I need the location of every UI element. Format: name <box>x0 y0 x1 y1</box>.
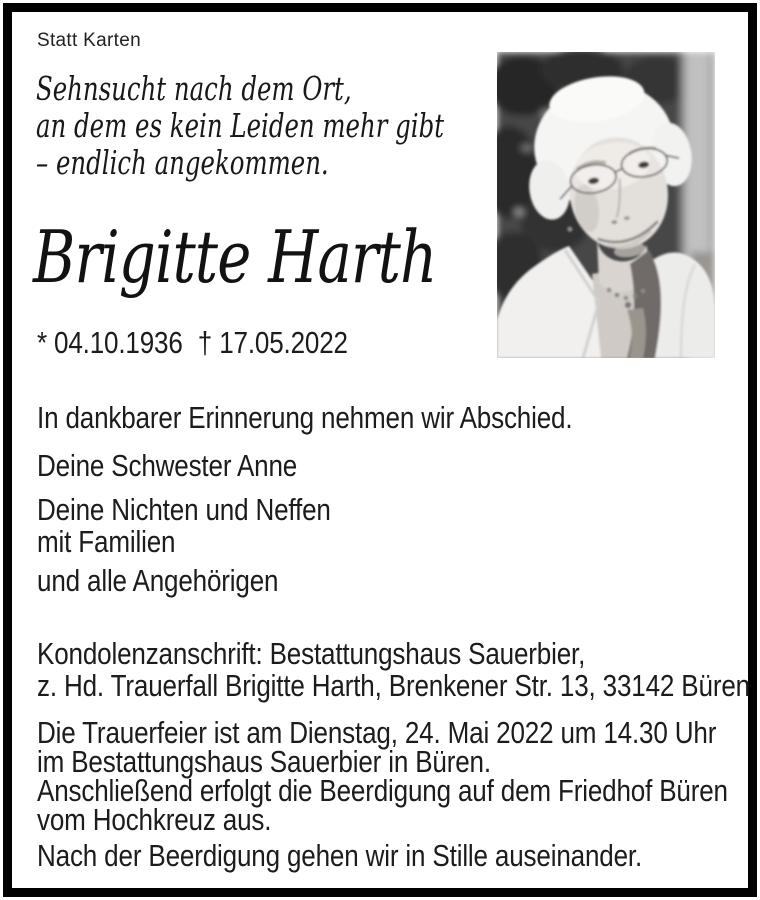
funeral-line-2: im Bestattungshaus Sauerbier in Büren. <box>37 744 491 779</box>
epitaph-line-2: an dem es kein Leiden mehr gibt <box>36 106 445 145</box>
condolence-line-1: Kondolenzanschrift: Bestattungshaus Sauerbier, <box>37 636 586 671</box>
funeral-line-4: vom Hochkreuz aus. <box>37 802 272 837</box>
condolence-address <box>37 638 750 702</box>
epitaph-line-1: Sehnsucht nach dem Ort, <box>36 69 352 108</box>
funeral-line-3: Anschließend erfolgt die Beerdigung auf dem Friedhof Büren <box>37 773 728 808</box>
portrait-photo <box>497 52 715 358</box>
birth-date: * 04.10.1936 <box>37 325 183 360</box>
epitaph-verse <box>36 70 444 181</box>
mourner-line-4: und alle Angehörigen <box>37 563 279 598</box>
mourner-line-2: Deine Nichten und Neffen <box>37 492 331 527</box>
funeral-line-1: Die Trauerfeier ist am Dienstag, 24. Mai 2022 um 14.30 Uhr <box>37 715 717 750</box>
funeral-details <box>37 715 728 837</box>
mourner-line-3: mit Familien <box>37 524 176 559</box>
deceased-name: Brigitte Harth <box>33 215 437 299</box>
farewell-line: In dankbarer Erinnerung nehmen wir Abschied. <box>37 400 573 435</box>
condolence-line-2: z. Hd. Trauerfall Brigitte Harth, Brenkener Str. 13, 33142 Büren <box>37 668 750 703</box>
mourner-line-1: Deine Schwester Anne <box>37 448 298 483</box>
closing-line: Nach der Beerdigung gehen wir in Stille auseinander. <box>37 838 643 873</box>
statt-karten-label: Statt Karten <box>37 30 141 51</box>
life-dates <box>37 325 348 360</box>
death-date: † 17.05.2022 <box>197 325 348 360</box>
epitaph-line-3: – endlich angekommen. <box>36 143 329 182</box>
